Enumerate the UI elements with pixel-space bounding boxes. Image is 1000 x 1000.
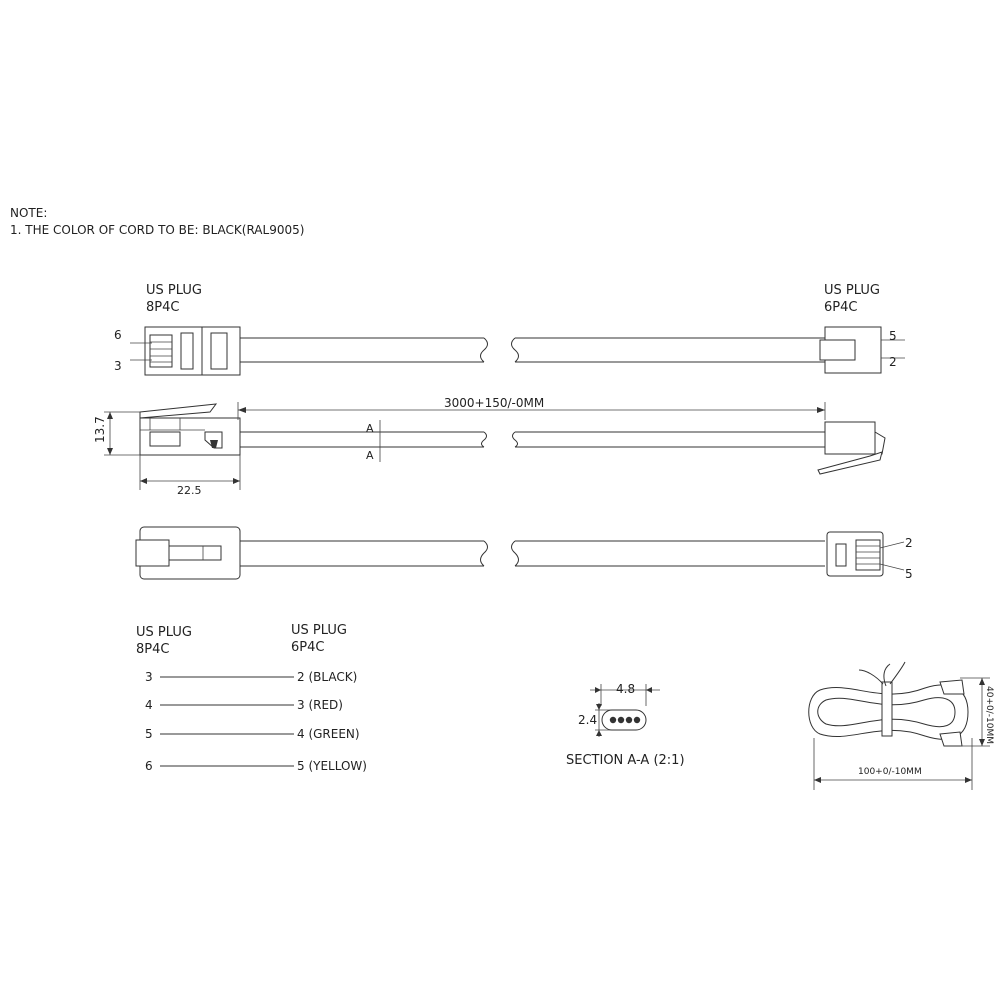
left-plug-type: 8P4C [146,300,180,315]
left-pin-bottom-label: 3 [114,359,122,373]
wiring-left-header-type: 8P4C [136,642,170,657]
left-plug-top-view [114,327,240,375]
top-view [114,283,905,375]
length-dimension [238,396,825,420]
wiring-to: 4 (GREEN) [297,727,360,741]
left-pin-top-label: 6 [114,328,122,342]
wiring-row [145,759,367,773]
height-dimension [93,412,140,455]
section-a-a [566,682,685,768]
section-marker-top: A [366,422,374,435]
length-dim-label: 3000+150/-0MM [444,396,545,410]
right-plug-top-view [820,327,905,373]
coil-height-label: 40+0/-10MM [984,686,994,744]
left-plug-side-view [140,404,240,455]
wiring-right-header-name: US PLUG [291,623,347,638]
section-width-label: 4.8 [616,682,636,696]
bottom-right-pin-bottom-label: 5 [905,567,913,581]
section-label: SECTION A-A (2:1) [566,753,685,768]
wiring-to: 5 (YELLOW) [297,759,367,773]
cord-bottom-view [240,541,825,566]
right-plug-bottom-view [827,532,913,581]
wiring-right-header-type: 6P4C [291,640,325,655]
bottom-right-pin-top-label: 2 [905,536,913,550]
right-pin-bottom-label: 2 [889,355,897,369]
right-pin-top-label: 5 [889,329,897,343]
coil-view [809,662,994,790]
right-plug-name: US PLUG [824,283,880,298]
wiring-to: 2 (BLACK) [297,670,358,684]
height-dim-label: 13.7 [93,416,107,443]
cord-side-view [240,420,825,462]
bottom-view [136,527,913,581]
section-marker-bottom: A [366,449,374,462]
left-plug-name: US PLUG [146,283,202,298]
wiring-from: 4 [145,698,153,712]
wiring-table [136,623,367,773]
plug-length-label: 22.5 [177,484,202,497]
wiring-row [145,670,357,684]
wiring-from: 5 [145,727,153,741]
note-title: NOTE: [10,206,48,220]
right-plug-side-view [818,422,885,474]
wiring-row [145,727,360,741]
cord-top-view [240,338,825,362]
wiring-from: 3 [145,670,153,684]
wiring-to: 3 (RED) [297,698,343,712]
side-view [93,396,885,497]
section-height-label: 2.4 [578,713,598,727]
plug-length-dimension [140,455,240,497]
wiring-from: 6 [145,759,153,773]
left-plug-bottom-view [136,527,240,579]
wiring-left-header-name: US PLUG [136,625,192,640]
right-plug-type: 6P4C [824,300,858,315]
coil-width-label: 100+0/-10MM [858,767,922,777]
note-block [10,206,304,237]
wiring-row [145,698,343,712]
note-line-1: 1. THE COLOR OF CORD TO BE: BLACK(RAL9005) [10,223,305,237]
